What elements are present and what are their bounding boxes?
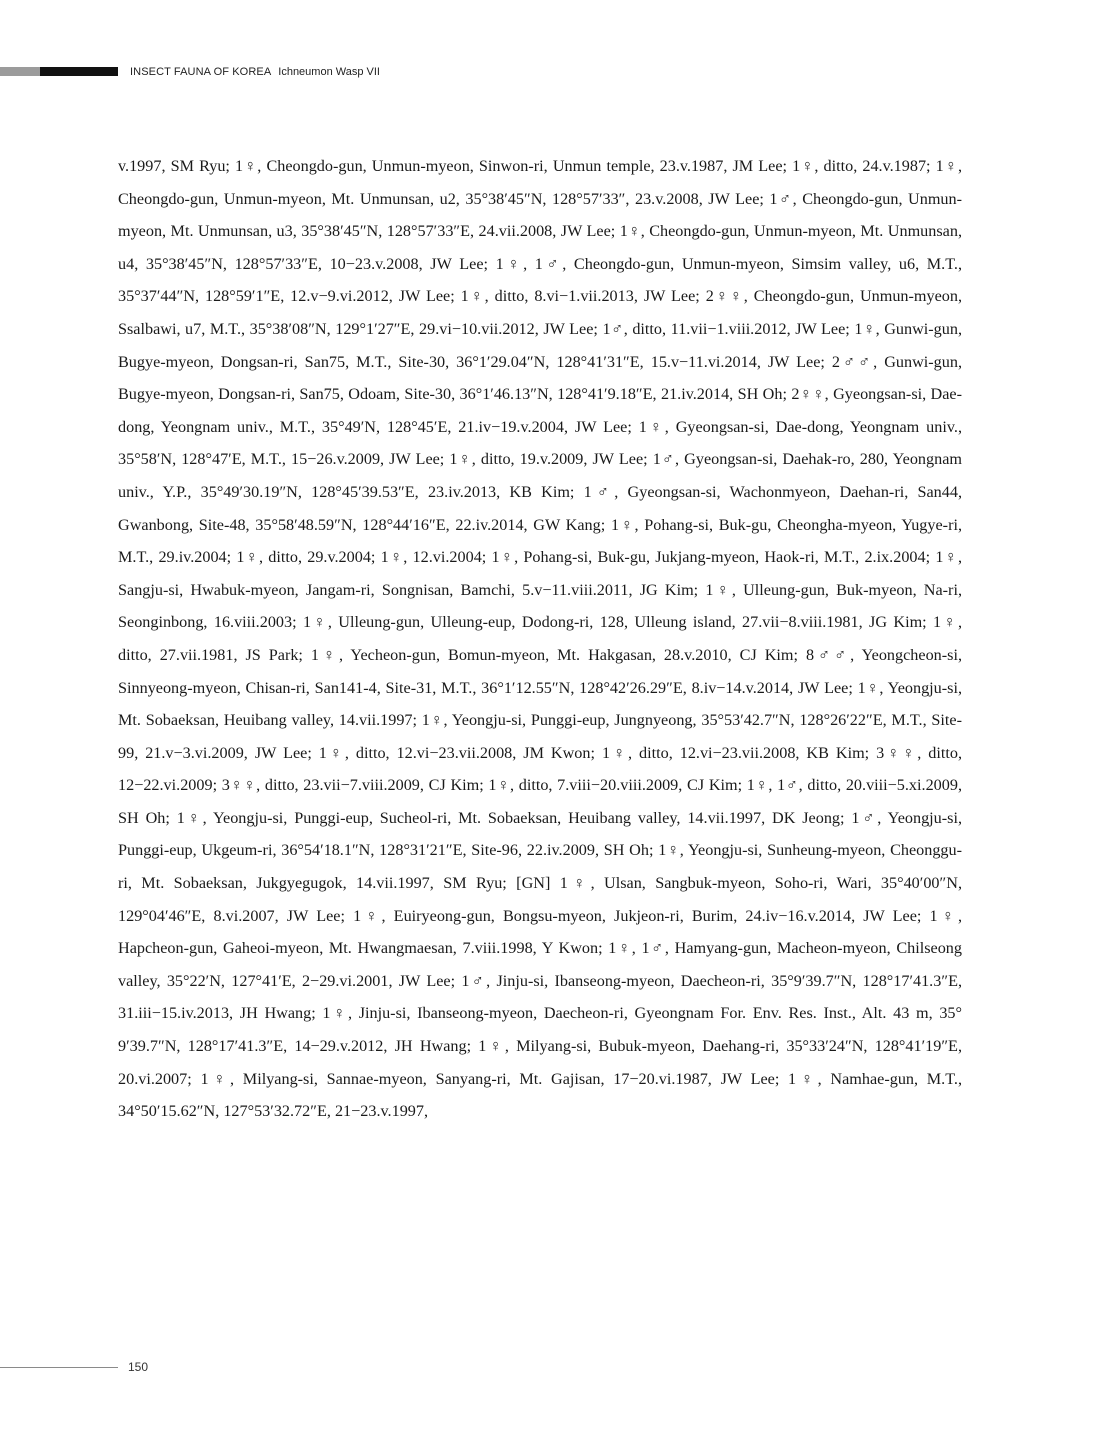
footer-rule [0,1367,118,1368]
header-accent-bar-grey [0,67,40,76]
running-header-series: INSECT FAUNA OF KOREA [130,66,272,78]
page-number: 150 [128,1360,149,1374]
header-accent-bar-black [40,67,118,76]
specimen-records-paragraph: v.1997, SM Ryu; 1♀, Cheongdo-gun, Unmun-myeon, Sinwon-ri, Unmun temple, 23.v.1987, JM Lee; 1♀, ditto, 24.v.1987; 1♀, Cheongdo-gun, Unmun-myeon, Mt. Unmunsan, u2, 35°38′45″N, 128°57′33″, 23.v.2008, JW Lee; 1♂, Cheongdo-gun, Unmun-myeon, Mt. Unmunsan, u3, 35°38′45″N, 128°57′33″E, 24.vii.2008, JW Lee; 1♀, Cheongdo-gun, Unmun-myeon, Mt. Unmunsan, u4, 35°38′45″N, 128°57′33″E, 10−23.v.2008, JW Lee; 1♀, 1♂, Cheongdo-gun, Unmun-myeon, Simsim valley, u6, M.T., 35°37′44″N, 128°59′1″E, 12.v−9.vi.2012, JW Lee; 1♀, ditto, 8.vi−1.vii.2013, JW Lee; 2♀♀, Cheongdo-gun, Unmun-myeon, Ssalbawi, u7, M.T., 35°38′08″N, 129°1′27″E, 29.vi−10.vii.2012, JW Lee; 1♂, ditto, 11.vii−1.viii.2012, JW Lee; 1♀, Gunwi-gun, Bugye-myeon, Dongsan-ri, San75, M.T., Site-30, 36°1′29.04″N, 128°41′31″E, 15.v−11.vi.2014, JW Lee; 2♂♂, Gunwi-gun, Bugye-myeon, Dongsan-ri, San75, Odoam, Site-30, 36°1′46.13″N, 128°41′9.18″E, 21.iv.2014, SH Oh; 2♀♀, Gyeongsan-si, Dae-dong, Yeongnam univ., M.T., 35°49′N, 128°45′E, 21.iv−19.v.2004, JW Lee; 1♀, Gyeongsan-si, Dae-dong, Yeongnam univ., 35°58′N, 128°47′E, M.T., 15−26.v.2009, JW Lee; 1♀, ditto, 19.v.2009, JW Lee; 1♂, Gyeongsan-si, Daehak-ro, 280, Yeongnam univ., Y.P., 35°49′30.19″N, 128°45′39.53″E, 23.iv.2013, KB Kim; 1♂, Gyeongsan-si, Wachonmyeon, Daehan-ri, San44, Gwanbong, Site-48, 35°58′48.59″N, 128°44′16″E, 22.iv.2014, GW Kang; 1♀, Pohang-si, Buk-gu, Cheongha-myeon, Yugye-ri, M.T., 29.iv.2004; 1♀, ditto, 29.v.2004; 1♀, 12.vi.2004; 1♀, Pohang-si, Buk-gu, Jukjang-myeon, Haok-ri, M.T., 2.ix.2004; 1♀, Sangju-si, Hwabuk-myeon, Jangam-ri, Songnisan, Bamchi, 5.v−11.viii.2011, JG Kim; 1♀, Ulleung-gun, Buk-myeon, Na-ri, Seonginbong, 16.viii.2003; 1♀, Ulleung-gun, Ulleung-eup, Dodong-ri, 128, Ulleung island, 27.vii−8.viii.1981, JG Kim; 1♀, ditto, 27.vii.1981, JS Park; 1♀, Yecheon-gun, Bomun-myeon, Mt. Hakgasan, 28.v.2010, CJ Kim; 8♂♂, Yeongcheon-si, Sinnyeong-myeon, Chisan-ri, San141-4, Site-31, M.T., 36°1′12.55″N, 128°42′26.29″E, 8.iv−14.v.2014, JW Lee; 1♀, Yeongju-si, Mt. Sobaeksan, Heuibang valley, 14.vii.1997; 1♀, Yeongju-si, Punggi-eup, Jungnyeong, 35°53′42.7″N, 128°26′22″E, M.T., Site-99, 21.v−3.vi.2009, JW Lee; 1♀, ditto, 12.vi−23.vii.2008, JM Kwon; 1♀, ditto, 12.vi−23.vii.2008, KB Kim; 3♀♀, ditto, 12−22.vi.2009; 3♀♀, ditto, 23.vii−7.viii.2009, CJ Kim; 1♀, ditto, 7.viii−20.viii.2009, CJ Kim; 1♀, 1♂, ditto, 20.viii−5.xi.2009, SH Oh; 1♀, Yeongju-si, Punggi-eup, Sucheol-ri, Mt. Sobaeksan, Heuibang valley, 14.vii.1997, DK Jeong; 1♂, Yeongju-si, Punggi-eup, Ukgeum-ri, 36°54′18.1″N, 128°31′21″E, Site-96, 22.iv.2009, SH Oh; 1♀, Yeongju-si, Sunheung-myeon, Cheonggu-ri, Mt. Sobaeksan, Jukgyegugok, 14.vii.1997, SM Ryu; [GN] 1♀, Ulsan, Sangbuk-myeon, Soho-ri, Wari, 35°40′00″N, 129°04′46″E, 8.vi.2007, JW Lee; 1♀, Euiryeong-gun, Bongsu-myeon, Jukjeon-ri, Burim, 24.iv−16.v.2014, JW Lee; 1♀, Hapcheon-gun, Gaheoi-myeon, Mt. Hwangmaesan, 7.viii.1998, Y Kwon; 1♀, 1♂, Hamyang-gun, Macheon-myeon, Chilseong valley, 35°22′N, 127°41′E, 2−29.vi.2001, JW Lee; 1♂, Jinju-si, Ibanseong-myeon, Daecheon-ri, 35°9′39.7″N, 128°17′41.3″E, 31.iii−15.iv.2013, JH Hwang; 1♀, Jinju-si, Ibanseong-myeon, Daecheon-ri, Gyeongnam For. Env. Res. Inst., Alt. 43 m, 35° 9′39.7″N, 128°17′41.3″E, 14−29.v.2012, JH Hwang; 1♀, Milyang-si, Bubuk-myeon, Daehang-ri, 35°33′24″N, 128°41′19″E, 20.vi.2007; 1♀, Milyang-si, Sannae-myeon, Sanyang-ri, Mt. Gajisan, 17−20.vi.1987, JW Lee; 1♀, Namhae-gun, M.T., 34°50′15.62″N, 127°53′32.72″E, 21−23.v.1997, [118,157,962,1121]
running-header-volume: Ichneumon Wasp VII [278,66,380,78]
running-header [130,66,380,79]
